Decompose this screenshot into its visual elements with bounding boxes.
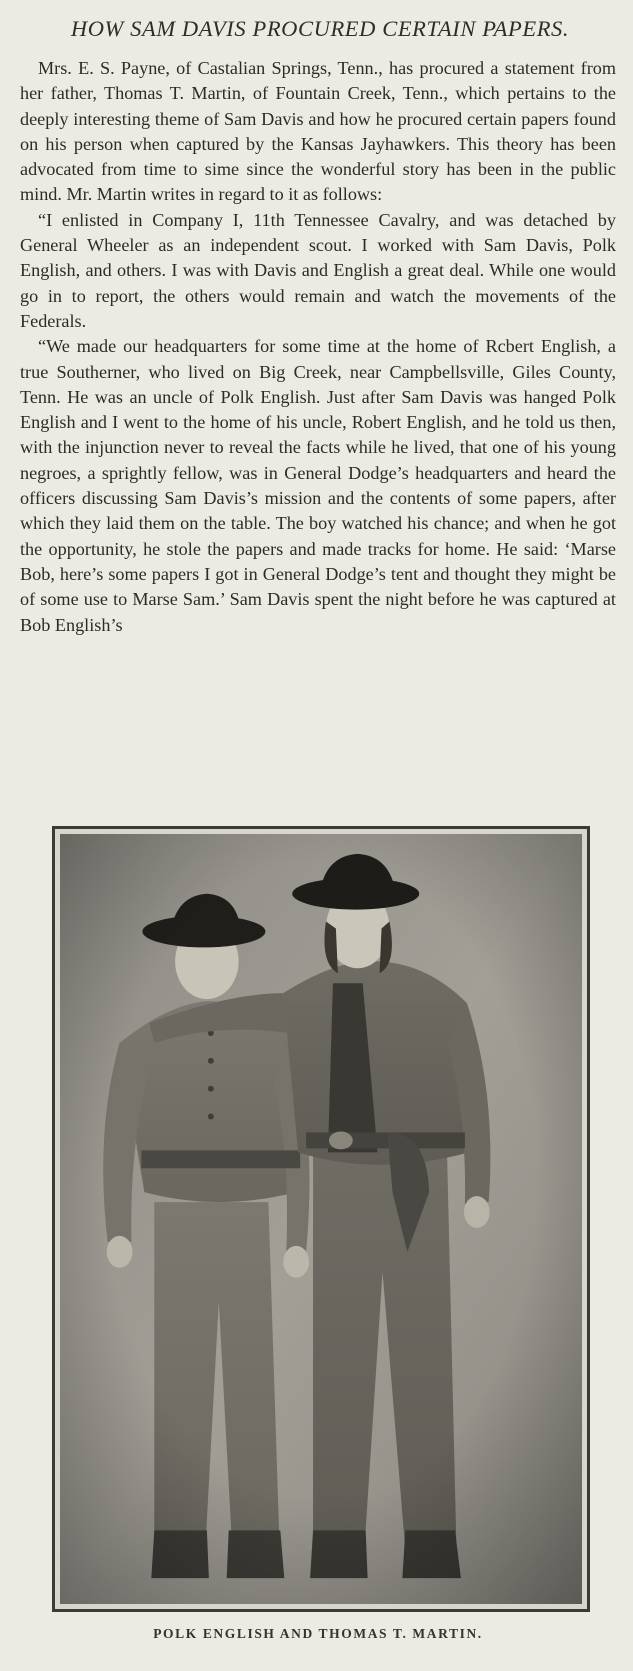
paragraph-headquarters: “We made our headquarters for some time at the home of Rcbert English, a true Southerner, who lived on Big Creek, near Campbellsville, Giles County, Tenn. He was an uncle of Polk English. Just after Sam Davis was hanged Polk English and I went to the home of his uncle, Robert English, and he told us then, with the injunction never to reveal the facts while he lived, that one of his young negroes, a sprightly fellow, was in General Dodge’s headquarters and heard the officers discussing Sam Davis’s mission and the contents of some papers, after which they laid them on the table. The boy watched his chance; and when he got the opportunity, he stole the papers and made tracks for home. He said: ‘Marse Bob, here’s some papers I got in General Dodge’s tent and thought they might be of some use to Marse Sam.’ Sam Davis spent the night before he was captured at Bob English’s bbox=[20, 336, 616, 635]
paragraph-enlistment: “I enlisted in Company I, 11th Tennessee Cavalry, and was detached by General Wheeler as an independent scout. I worked with Sam Davis, Polk English, and others. I was with Davis and English a great deal. While one would go in to report, the others would remain and watch the movements of the Federals. bbox=[20, 209, 616, 331]
paragraph-intro: Mrs. E. S. Payne, of Castalian Springs, Tenn., has procured a statement from her father, Thomas T. Martin, of Fountain Creek, Tenn., which pertains to the deeply interesting theme of Sam Davis and how he procured certain papers found on his person when captured by the Kansas Jayhawkers. This theory has been advocated from time to sime since the wonderful story has been in the public mind. Mr. Martin writes in regard to it as follows: bbox=[20, 58, 616, 205]
photograph-frame bbox=[52, 826, 590, 1612]
article-title: HOW SAM DAVIS PROCURED CERTAIN PAPERS. bbox=[70, 16, 570, 41]
portrait-photograph bbox=[60, 834, 582, 1604]
photo-caption: POLK ENGLISH AND THOMAS T. MARTIN. bbox=[153, 1626, 483, 1641]
article-body bbox=[20, 56, 616, 638]
